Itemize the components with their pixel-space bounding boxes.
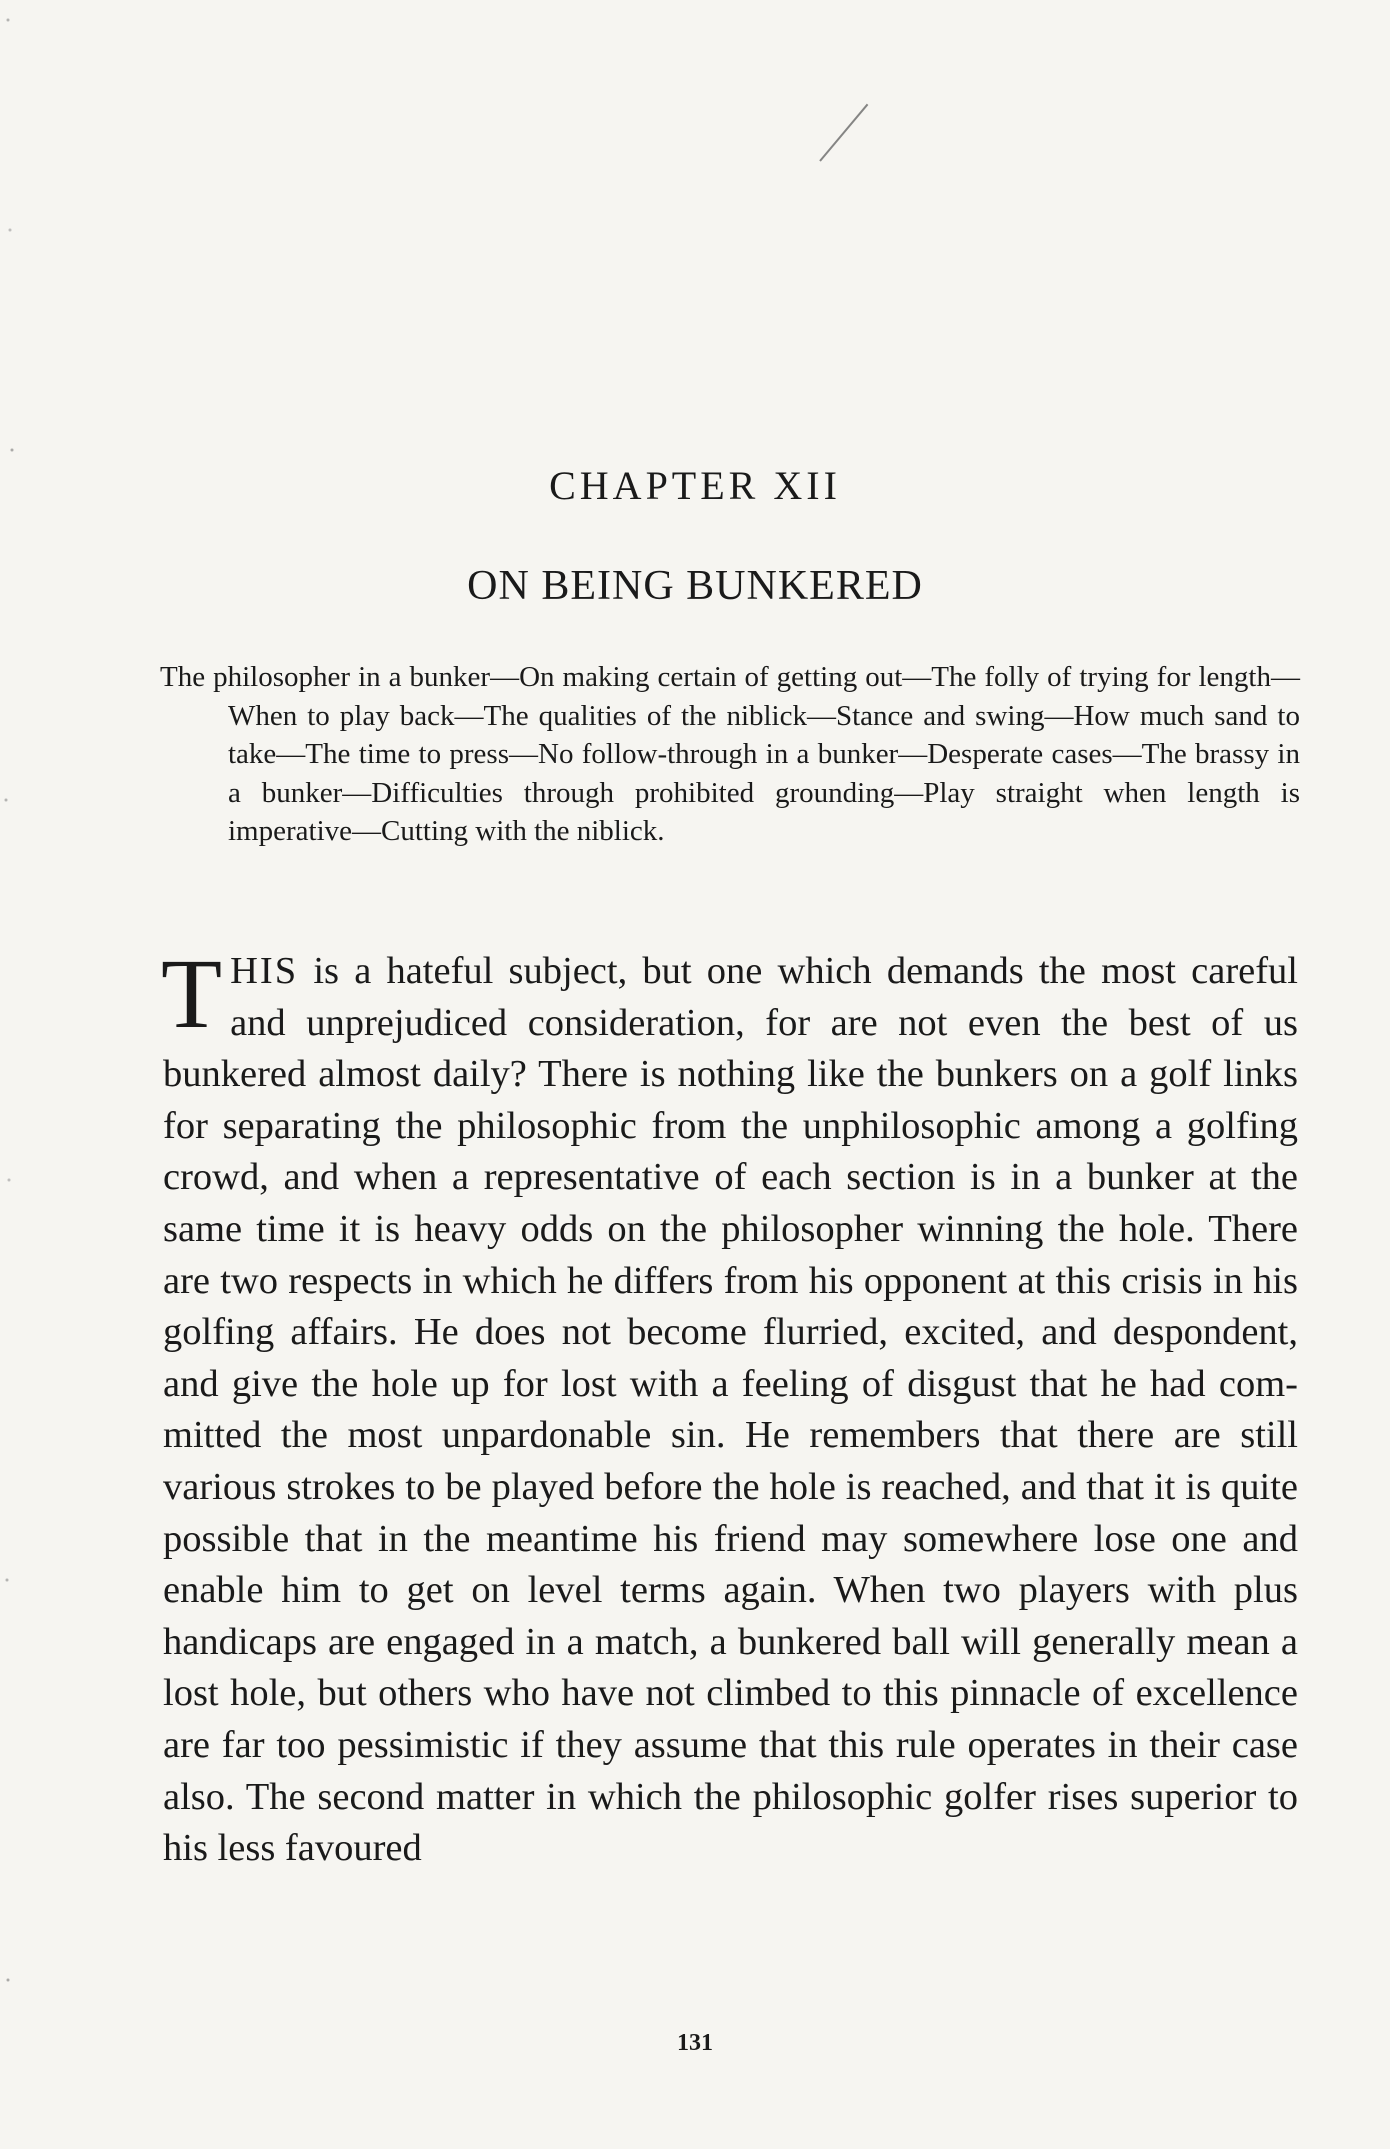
- drop-cap: T: [161, 938, 223, 1049]
- stray-pen-mark: [819, 104, 868, 162]
- chapter-synopsis: The philosopher in a bunker—On making certain of getting out—The folly of trying for length—When to play back—The qualities of the niblick—Stance and swing—How much sand to take—The time to press—No follow-through in a bunker—Desperate cases—The brassy in a bunker—Difficulties through prohibited grounding—Play straight when length is imperative—Cutting with the niblick.: [160, 661, 1300, 847]
- lead-word: HIS: [230, 950, 299, 992]
- page-number: 131: [677, 2030, 713, 2056]
- chapter-title: ON BEING BUNKERED: [467, 563, 923, 609]
- paragraph-text: is a hateful subject, but one which demands the most careful and unprejudiced consideration, for are not even the best of us bunkered almost daily? There is nothing like the bunkers on a golf links for separating the philosophic from the unphilosophic among a golfing crowd, and when a representative of each section is in a bunker at the same time it is heavy odds on the philosopher winning the hole. There are two respects in which he differs from his opponent at this crisis in his golfing affairs. He does not become flurried, excited, and despondent, and give the hole up for lost with a feeling of disgust that he had committed the most unpardonable sin. He remembers that there are still various strokes to be played before the hole is reached, and that it is quite possible that in the meantime his friend may somewhere lose one and enable him to get on level terms again. When two players with plus handicaps are engaged in a match, a bunkered ball will generally mean a lost hole, but others who have not climbed to this pinnacle of excellence are far too pessimistic if they assume that this rule operates in their case also. The second matter in which the philosophic golfer rises superior to his less favoured: [163, 950, 1298, 1870]
- body-paragraph: [161, 938, 1298, 1875]
- scan-edge-marks: [0, 0, 40, 2149]
- chapter-number: CHAPTER XII: [549, 463, 841, 508]
